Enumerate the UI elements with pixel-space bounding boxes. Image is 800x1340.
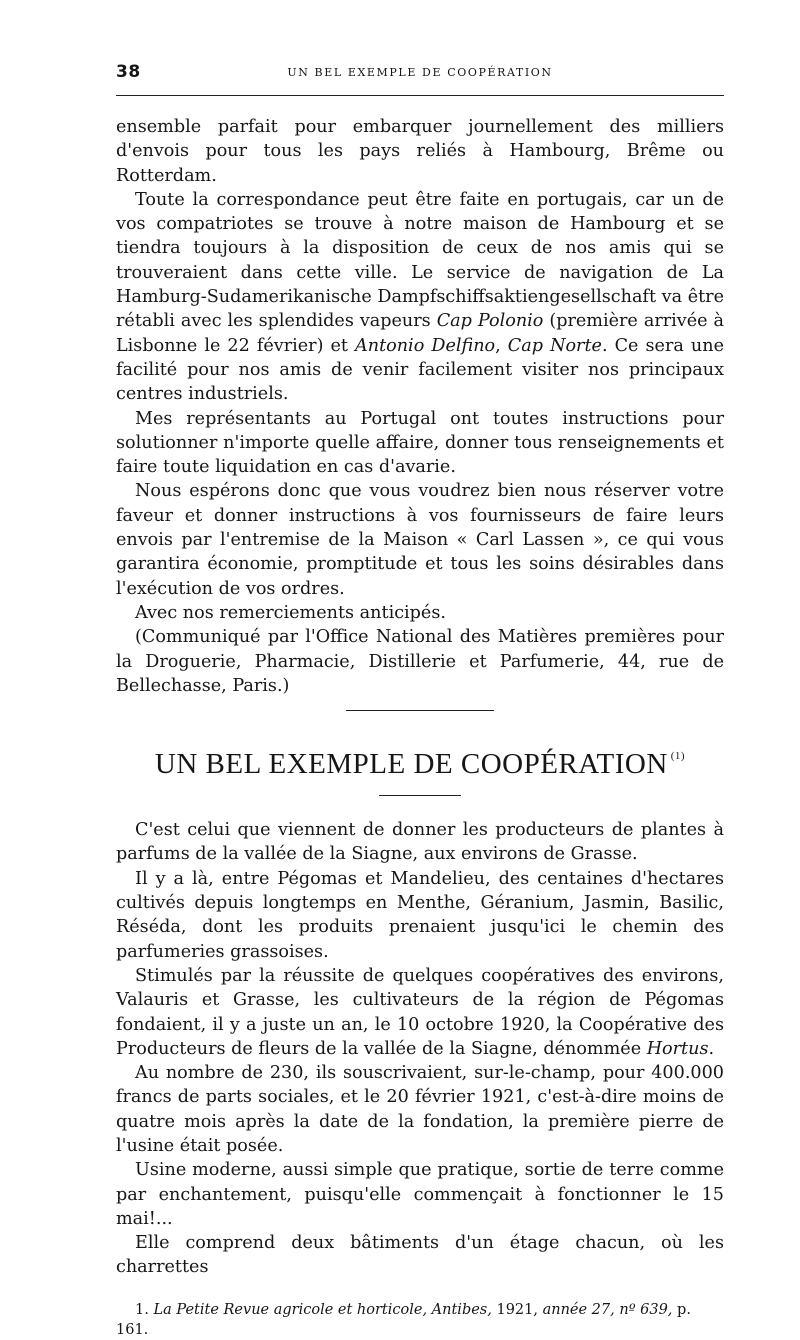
text-span: . Ce sera une facilité pour nos amis de venir facilement visiter nos principaux centres industriels. xyxy=(116,335,724,405)
text-span: , xyxy=(495,335,508,356)
paragraph: Mes représentants au Portugal ont toutes instructions pour solutionner n'importe quelle affaire, donner tous renseignements et faire toute liquidation en cas d'avarie. xyxy=(116,408,724,478)
paragraph: Elle comprend deux bâtiments d'un étage chacun, où les charrettes xyxy=(116,1233,724,1278)
paragraph: Avec nos remerciements anticipés. xyxy=(135,602,446,623)
paragraph: Nous espérons donc que vous voudrez bien nous réserver votre faveur et donner instructions à vos fournisseurs de faire leurs envois par l'entremise de la Maison « Carl Lassen », ce qui vous garantira économie, promptitude et tous les soins désirables dans l'exécution de vos ordres. xyxy=(116,481,724,599)
paragraph: (Communiqué par l'Office National des Matières premières pour la Droguerie, Pharmacie, Distillerie et Parfumerie, 44, rue de Bellechasse, Paris.) xyxy=(116,627,724,696)
running-title: UN BEL EXEMPLE DE COOPÉRATION xyxy=(287,66,553,79)
section-title-text: UN BEL EXEMPLE DE COOPÉRATION xyxy=(154,748,668,781)
footnote-ref: (1) xyxy=(670,750,686,763)
letter-text xyxy=(116,115,724,698)
text-span: Stimulés par la réussite de quelques coopératives des environs, Valauris et Grasse, les cultivateurs de la région de Pégomas fondaient, il y a juste un an, le 10 octobre 1920, la Coopérative des Producteurs de fleurs de la vallée de la Siagne, dénommée xyxy=(116,965,724,1059)
page xyxy=(116,58,724,1340)
cooperative-name: Hortus xyxy=(646,1038,709,1059)
footnote-number: 1. xyxy=(135,1301,149,1318)
paragraph xyxy=(116,188,724,407)
title-rule xyxy=(379,795,461,796)
separator-rule xyxy=(346,710,494,711)
paragraph: Au nombre de 230, ils souscrivaient, sur-le-champ, pour 400.000 francs de parts sociales, et le 20 février 1921, c'est-à-dire moins de quatre mois après la date de la fondation, la première pierre de l'usine était posée. xyxy=(116,1063,724,1156)
text-span: Toute la correspondance peut être faite en portugais, car un de vos compatriotes se trouve à notre maison de Hambourg et se tiendra toujours à la disposition de ceux de nos amis qui se trouveraient dans cette ville. Le service de navigation de La Hamburg-Sudamerikanische Dampfschiffsaktiengesellschaft va être rétabli avec les splendides vapeurs xyxy=(116,189,724,332)
footnote-page: p. 161. xyxy=(116,1301,691,1338)
paragraph: Il y a là, entre Pégomas et Mandelieu, des centaines d'hectares cultivés depuis longtemps en Menthe, Géranium, Jasmin, Basilic, Réséda, dont les produits prenaient jusqu'ici le chemin des parfumeries grassoises. xyxy=(116,868,724,962)
ship-name: Cap Norte xyxy=(507,335,602,356)
footnote-date: 1921, xyxy=(496,1301,538,1318)
footnote-source: La Petite Revue agricole et horticole, Antibes, xyxy=(153,1301,492,1318)
paragraph xyxy=(116,964,724,1061)
paragraph: ensemble parfait pour embarquer journellement des milliers d'envois pour tous les pays reliés à Hambourg, Brême ou Rotterdam. xyxy=(116,117,724,186)
ship-name: Antonio Delfino xyxy=(355,335,496,356)
article-text xyxy=(116,818,724,1280)
header-rule xyxy=(116,95,724,96)
page-number: 38 xyxy=(116,62,141,82)
text-span: . xyxy=(708,1038,715,1059)
section-title xyxy=(116,739,724,781)
running-head xyxy=(116,58,724,90)
footnote-spacer xyxy=(116,1280,724,1300)
footnote-issue: année 27, nº 639, xyxy=(542,1301,673,1318)
paragraph: Usine moderne, aussi simple que pratique, sortie de terre comme par enchantement, puisqu'elle commençait à fonctionner le 15 mai!... xyxy=(116,1160,724,1229)
footnote xyxy=(116,1300,724,1340)
ship-name: Cap Polonio xyxy=(436,311,544,332)
text-span: (première arrivée à Lisbonne le 22 février) et xyxy=(116,311,724,356)
paragraph: C'est celui que viennent de donner les producteurs de plantes à parfums de la vallée de la Siagne, aux environs de Grasse. xyxy=(116,820,724,865)
